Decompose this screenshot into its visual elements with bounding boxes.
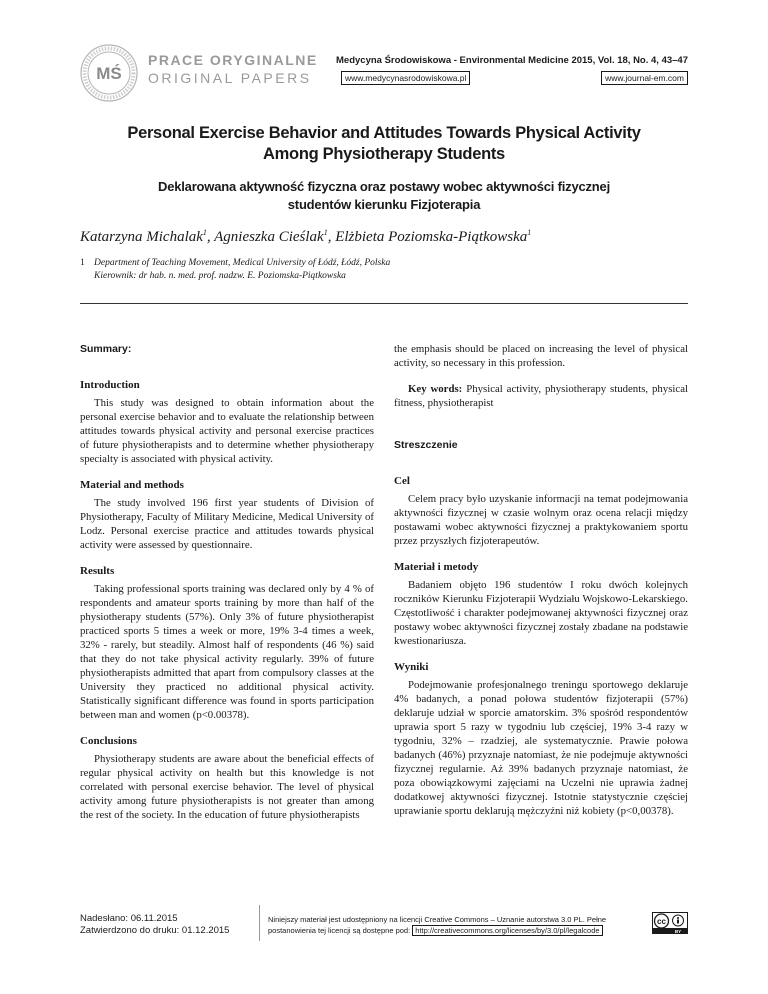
affiliation <box>80 257 390 283</box>
cc-label: cc <box>657 917 666 926</box>
introduction-heading: Introduction <box>80 379 140 391</box>
section-label-pl: PRACE ORYGINALNE <box>148 52 318 68</box>
conclusions-heading: Conclusions <box>80 735 137 747</box>
cc-by-license-icon <box>652 912 688 934</box>
section-label-en: ORIGINAL PAPERS <box>148 70 312 86</box>
article-subtitle-line2: studentów kierunku Fizjoterapia <box>287 197 481 212</box>
keywords-list: Physical activity, physiotherapy students, physical fitness, physiotherapist <box>394 383 688 409</box>
author-list: Katarzyna Michalak$^1$, Agnieszka Cieślak$^1$, Elżbieta Poziomska-Piątkowska$^1$ <box>80 228 532 245</box>
by-label: BY <box>674 929 682 934</box>
summary-column <box>80 342 374 834</box>
author-affiliation-mark: 1 <box>527 228 532 237</box>
footer-divider <box>259 905 260 941</box>
article-title <box>80 123 688 165</box>
journal-link-pl[interactable]: www.medycynasrodowiskowa.pl <box>341 71 470 85</box>
conclusions-text: Physiotherapy students are aware about the beneficial effects of regular physical activity on health but this knowledge is not correlated with personal exercise behavior. The level of physical activity among future physiotherapists is not greater than among the rest of the society. In the education of future physiotherapists <box>80 753 374 821</box>
affiliation-department: Department of Teaching Movement, Medical University of Łódź, Łódź, Polska <box>94 258 391 268</box>
journal-links <box>341 71 688 87</box>
methods-heading: Material and methods <box>80 479 184 491</box>
cel-heading: Cel <box>394 475 410 487</box>
results-text: Taking professional sports training was declared only by 4 % of respondents and amateur sports training by more than half of the physiotherapy students (57%). Only 3% of future physiotherapist practiced sports 5 times a week or more, 19% 3-4 times a week, 32% - rarely, but steadily. Almost half of respondents (46 %) said that they do not take physical activity regularly. 39% of future physiotherapists admitted that apart from compulsory classes at the University they practiced no additional physical activity. Statistically significant difference was found in sports participation between man and women (p<0.00378). <box>80 583 374 721</box>
wyniki-heading: Wyniki <box>394 661 429 673</box>
wyniki-text: Podejmowanie profesjonalnego treningu sportowego deklaruje 4% badanych, a ponad połowa studentów fizjoterapii (57%) deklaruje udział w sporcie amatorskim. 3% spośród respondentów uprawia sport 5 razy w tygodniu lub częściej, 19% 3-4 razy w tygodniu, 32% – rzadziej, ale systematycznie. Prawie połowa badanych (46%) przyznaje natomiast, że nie podejmuje aktywności fizycznej regularnie. Aż 39% badanych przyznaje natomiast, że poza obowiązkowymi zajęciami na Uczelni nie uprawia żadnej dodatkowej aktywności fizycznej. Istotnie statystycznie częściej uprawianie sportu deklarują mężczyźni niż kobiety (p<0,00378). <box>394 679 688 817</box>
methods-text: The study involved 196 first year students of Division of Physiotherapy, Faculty of Military Medicine, Medical University of Lodz. Personal exercise practice and attitudes towards physical activity were assessed by questionnaire. <box>80 497 374 551</box>
metody-heading: Materiał i metody <box>394 561 479 573</box>
author-name: Agnieszka Cieślak <box>214 229 324 245</box>
summary-heading: Summary: <box>80 343 132 355</box>
introduction-text: This study was designed to obtain information about the personal exercise behavior and to evaluate the relationship between attitudes towards physical activity and personal exercise practices of future physiotherapists and to determine whether physiotherapy specialty is associated with physical activity. <box>80 397 374 465</box>
license-text: Niniejszy materiał jest udostępniony na licencji Creative Commons – Uznanie autorstwa 3.0 PL. Pełne postanowienia tej licencji są dostępne pod: <box>268 915 607 935</box>
cel-text: Celem pracy było uzyskanie informacji na temat podejmowania aktywności fizycznej w czasie wolnym oraz ocena relacji między postawami wobec aktywności fizycznej a praktykowaniem sportu przez przyszłych fizjoterapeutów. <box>394 493 688 547</box>
section-label <box>148 52 318 86</box>
dates <box>80 913 229 937</box>
conclusions-continued: the emphasis should be placed on increasing the level of physical activity, so necessary in this profession. <box>394 343 688 369</box>
received-date: Nadesłano: 06.11.2015 <box>80 913 178 924</box>
article-subtitle <box>80 178 688 214</box>
journal-citation: Medycyna Środowiskowa - Environmental Medicine 2015, Vol. 18, No. 4, 43–47 <box>336 55 688 66</box>
author-affiliation-mark: 1 <box>323 228 328 237</box>
abstract-right-column <box>394 342 688 830</box>
logo-letters: MŚ <box>96 64 122 83</box>
affiliation-head: Kierownik: dr hab. n. med. prof. nadzw. E. Poziomska-Piątkowska <box>94 271 346 281</box>
journal-link-en[interactable]: www.journal-em.com <box>601 71 688 85</box>
article-title-line1: Personal Exercise Behavior and Attitudes Towards Physical Activity <box>127 124 641 142</box>
license-notice <box>268 914 640 936</box>
accepted-date: Zatwierdzono do druku: 01.12.2015 <box>80 925 230 936</box>
article-title-line2: Among Physiotherapy Students <box>263 145 505 163</box>
license-link[interactable]: http://creativecommons.org/licenses/by/3.0/pl/legalcode <box>412 925 602 936</box>
affiliation-number: 1 <box>80 258 85 268</box>
streszczenie-heading: Streszczenie <box>394 439 458 451</box>
keywords-label: Key words: <box>408 383 463 395</box>
metody-text: Badaniem objęto 196 studentów I roku dwóch kolejnych roczników Kierunku Fizjoterapii Wydziału Wojskowo-Lekarskiego. Częstotliwość i charakter podejmowanej aktywności fizycznej oraz postawy wobec aktywności fizycznej zostały zbadane na podstawie kwestionariusza. <box>394 579 688 647</box>
journal-logo-seal <box>80 44 138 102</box>
results-heading: Results <box>80 565 115 577</box>
keywords <box>394 382 688 410</box>
author-name: Elżbieta Poziomska-Piątkowska <box>335 229 528 245</box>
author-name: Katarzyna Michalak <box>80 229 203 245</box>
author-affiliation-mark: 1 <box>202 228 207 237</box>
header-divider <box>80 303 688 304</box>
article-subtitle-line1: Deklarowana aktywność fizyczna oraz postawy wobec aktywności fizycznej <box>158 179 610 194</box>
